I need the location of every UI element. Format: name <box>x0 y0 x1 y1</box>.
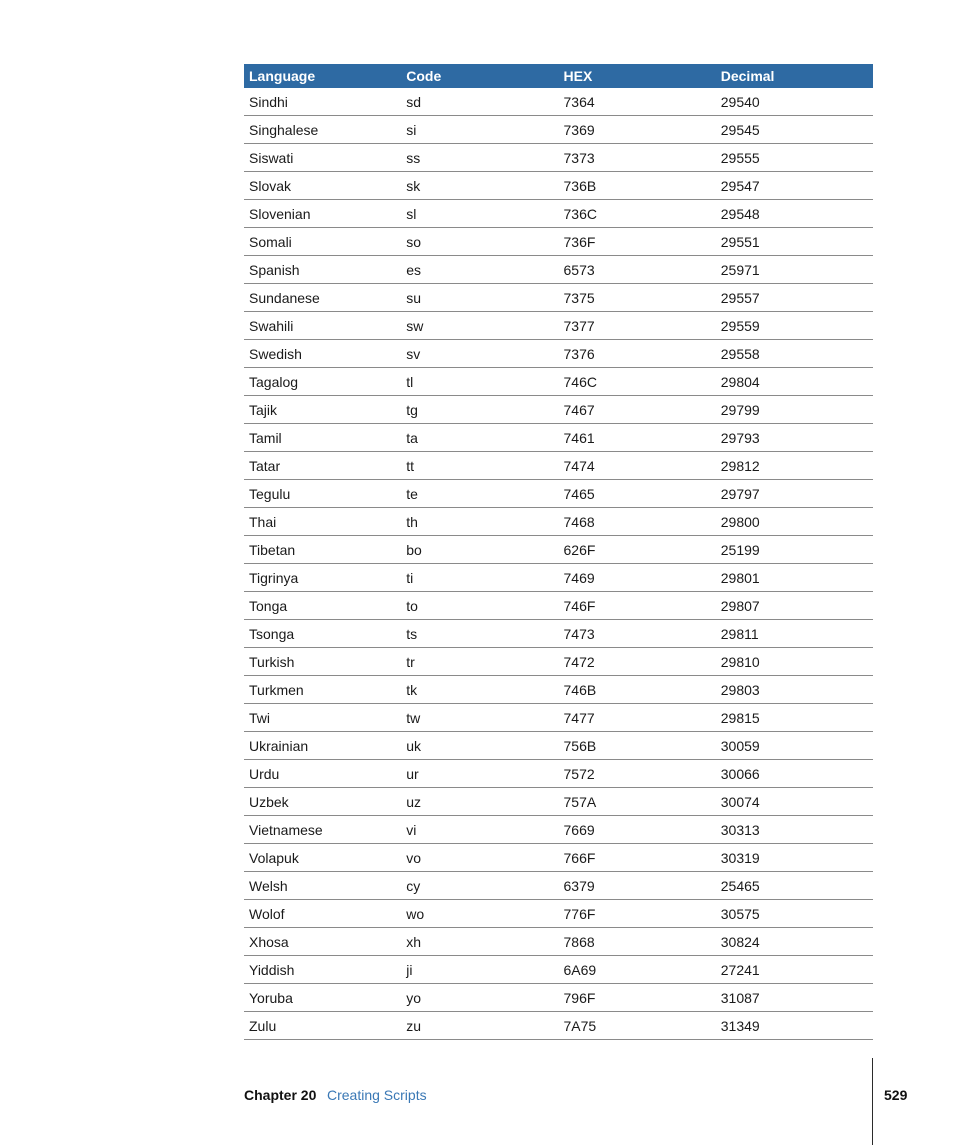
table-row <box>244 956 873 984</box>
cell-hex: 7468 <box>559 508 716 536</box>
cell-language: Twi <box>244 704 401 732</box>
cell-decimal: 29801 <box>716 564 873 592</box>
cell-decimal: 30313 <box>716 816 873 844</box>
cell-decimal: 29547 <box>716 172 873 200</box>
cell-decimal: 29799 <box>716 396 873 424</box>
cell-hex: 796F <box>559 984 716 1012</box>
cell-language: Thai <box>244 508 401 536</box>
cell-decimal: 25465 <box>716 872 873 900</box>
cell-decimal: 29800 <box>716 508 873 536</box>
table-row <box>244 844 873 872</box>
cell-hex: 7469 <box>559 564 716 592</box>
cell-hex: 7477 <box>559 704 716 732</box>
cell-hex: 756B <box>559 732 716 760</box>
cell-hex: 7461 <box>559 424 716 452</box>
header-decimal: Decimal <box>716 64 873 88</box>
table-row <box>244 200 873 228</box>
cell-language: Uzbek <box>244 788 401 816</box>
cell-code: ti <box>401 564 558 592</box>
cell-hex: 626F <box>559 536 716 564</box>
cell-code: tk <box>401 676 558 704</box>
cell-language: Yiddish <box>244 956 401 984</box>
cell-hex: 736B <box>559 172 716 200</box>
table-row <box>244 620 873 648</box>
language-code-table <box>244 64 873 1040</box>
cell-decimal: 29803 <box>716 676 873 704</box>
cell-hex: 7373 <box>559 144 716 172</box>
table-header-row <box>244 64 873 88</box>
cell-decimal: 27241 <box>716 956 873 984</box>
cell-code: ji <box>401 956 558 984</box>
table-row <box>244 256 873 284</box>
cell-language: Swedish <box>244 340 401 368</box>
table-row <box>244 816 873 844</box>
cell-code: su <box>401 284 558 312</box>
cell-code: es <box>401 256 558 284</box>
cell-language: Tamil <box>244 424 401 452</box>
cell-code: sk <box>401 172 558 200</box>
cell-code: sv <box>401 340 558 368</box>
cell-hex: 746C <box>559 368 716 396</box>
cell-decimal: 29797 <box>716 480 873 508</box>
table-row <box>244 760 873 788</box>
cell-hex: 7669 <box>559 816 716 844</box>
table-row <box>244 88 873 116</box>
table-row <box>244 788 873 816</box>
table-row <box>244 228 873 256</box>
cell-decimal: 30575 <box>716 900 873 928</box>
table-row <box>244 284 873 312</box>
cell-code: tr <box>401 648 558 676</box>
cell-code: ur <box>401 760 558 788</box>
cell-decimal: 30059 <box>716 732 873 760</box>
cell-code: sl <box>401 200 558 228</box>
cell-decimal: 29793 <box>716 424 873 452</box>
cell-hex: 736F <box>559 228 716 256</box>
cell-code: yo <box>401 984 558 1012</box>
cell-hex: 736C <box>559 200 716 228</box>
cell-hex: 7375 <box>559 284 716 312</box>
cell-decimal: 25971 <box>716 256 873 284</box>
cell-code: wo <box>401 900 558 928</box>
cell-code: sw <box>401 312 558 340</box>
table-row <box>244 396 873 424</box>
cell-code: uz <box>401 788 558 816</box>
cell-hex: 766F <box>559 844 716 872</box>
cell-hex: 7465 <box>559 480 716 508</box>
cell-language: Volapuk <box>244 844 401 872</box>
cell-decimal: 30066 <box>716 760 873 788</box>
cell-code: cy <box>401 872 558 900</box>
cell-decimal: 29812 <box>716 452 873 480</box>
table-row <box>244 508 873 536</box>
table-row <box>244 424 873 452</box>
table-row <box>244 564 873 592</box>
cell-hex: 7467 <box>559 396 716 424</box>
header-language: Language <box>244 64 401 88</box>
cell-hex: 6379 <box>559 872 716 900</box>
cell-language: Wolof <box>244 900 401 928</box>
cell-decimal: 31349 <box>716 1012 873 1040</box>
footer-divider <box>872 1058 873 1145</box>
header-hex: HEX <box>559 64 716 88</box>
footer-chapter-label: Chapter 20 <box>244 1087 317 1103</box>
cell-language: Tsonga <box>244 620 401 648</box>
table-row <box>244 592 873 620</box>
table-row <box>244 536 873 564</box>
cell-code: sd <box>401 88 558 116</box>
cell-decimal: 31087 <box>716 984 873 1012</box>
cell-language: Welsh <box>244 872 401 900</box>
header-code: Code <box>401 64 558 88</box>
cell-language: Tigrinya <box>244 564 401 592</box>
page-number: 529 <box>884 1087 908 1103</box>
cell-code: tt <box>401 452 558 480</box>
cell-decimal: 29558 <box>716 340 873 368</box>
table-row <box>244 928 873 956</box>
cell-hex: 7376 <box>559 340 716 368</box>
cell-decimal: 30824 <box>716 928 873 956</box>
table-row <box>244 732 873 760</box>
cell-hex: 6A69 <box>559 956 716 984</box>
cell-language: Tibetan <box>244 536 401 564</box>
cell-code: ta <box>401 424 558 452</box>
cell-code: ss <box>401 144 558 172</box>
cell-decimal: 29551 <box>716 228 873 256</box>
cell-decimal: 29804 <box>716 368 873 396</box>
table-row <box>244 984 873 1012</box>
table-row <box>244 368 873 396</box>
cell-hex: 7474 <box>559 452 716 480</box>
cell-language: Turkmen <box>244 676 401 704</box>
cell-decimal: 29811 <box>716 620 873 648</box>
cell-decimal: 29555 <box>716 144 873 172</box>
cell-hex: 757A <box>559 788 716 816</box>
table-row <box>244 340 873 368</box>
table-row <box>244 900 873 928</box>
table-row <box>244 676 873 704</box>
cell-language: Yoruba <box>244 984 401 1012</box>
cell-hex: 7A75 <box>559 1012 716 1040</box>
cell-language: Slovenian <box>244 200 401 228</box>
cell-decimal: 29559 <box>716 312 873 340</box>
cell-code: uk <box>401 732 558 760</box>
cell-language: Siswati <box>244 144 401 172</box>
cell-language: Sindhi <box>244 88 401 116</box>
cell-decimal: 29548 <box>716 200 873 228</box>
table-row <box>244 452 873 480</box>
cell-language: Turkish <box>244 648 401 676</box>
cell-language: Singhalese <box>244 116 401 144</box>
cell-language: Tonga <box>244 592 401 620</box>
cell-code: si <box>401 116 558 144</box>
cell-language: Sundanese <box>244 284 401 312</box>
cell-code: te <box>401 480 558 508</box>
cell-language: Tegulu <box>244 480 401 508</box>
cell-language: Tajik <box>244 396 401 424</box>
cell-hex: 7364 <box>559 88 716 116</box>
cell-hex: 7377 <box>559 312 716 340</box>
cell-code: vo <box>401 844 558 872</box>
table-row <box>244 872 873 900</box>
cell-decimal: 29540 <box>716 88 873 116</box>
cell-code: xh <box>401 928 558 956</box>
cell-decimal: 29810 <box>716 648 873 676</box>
cell-language: Zulu <box>244 1012 401 1040</box>
table-row <box>244 144 873 172</box>
table-row <box>244 704 873 732</box>
language-code-table-container <box>244 64 873 1040</box>
cell-code: to <box>401 592 558 620</box>
footer-chapter-title-link[interactable]: Creating Scripts <box>327 1087 427 1103</box>
cell-decimal: 29807 <box>716 592 873 620</box>
cell-code: tg <box>401 396 558 424</box>
cell-code: tw <box>401 704 558 732</box>
cell-code: bo <box>401 536 558 564</box>
cell-code: zu <box>401 1012 558 1040</box>
table-row <box>244 312 873 340</box>
cell-decimal: 25199 <box>716 536 873 564</box>
table-row <box>244 1012 873 1040</box>
cell-language: Urdu <box>244 760 401 788</box>
cell-language: Somali <box>244 228 401 256</box>
cell-hex: 7572 <box>559 760 716 788</box>
table-body <box>244 88 873 1040</box>
cell-language: Slovak <box>244 172 401 200</box>
cell-language: Xhosa <box>244 928 401 956</box>
table-row <box>244 172 873 200</box>
cell-language: Tagalog <box>244 368 401 396</box>
cell-code: th <box>401 508 558 536</box>
cell-code: tl <box>401 368 558 396</box>
table-row <box>244 480 873 508</box>
cell-code: ts <box>401 620 558 648</box>
cell-hex: 7369 <box>559 116 716 144</box>
cell-hex: 7473 <box>559 620 716 648</box>
cell-decimal: 29815 <box>716 704 873 732</box>
cell-hex: 776F <box>559 900 716 928</box>
cell-code: so <box>401 228 558 256</box>
cell-code: vi <box>401 816 558 844</box>
cell-language: Swahili <box>244 312 401 340</box>
cell-language: Spanish <box>244 256 401 284</box>
cell-hex: 746F <box>559 592 716 620</box>
cell-decimal: 29545 <box>716 116 873 144</box>
cell-hex: 7868 <box>559 928 716 956</box>
cell-decimal: 29557 <box>716 284 873 312</box>
cell-hex: 746B <box>559 676 716 704</box>
cell-hex: 6573 <box>559 256 716 284</box>
cell-language: Tatar <box>244 452 401 480</box>
table-row <box>244 648 873 676</box>
cell-decimal: 30074 <box>716 788 873 816</box>
cell-language: Vietnamese <box>244 816 401 844</box>
cell-language: Ukrainian <box>244 732 401 760</box>
table-row <box>244 116 873 144</box>
cell-decimal: 30319 <box>716 844 873 872</box>
cell-hex: 7472 <box>559 648 716 676</box>
